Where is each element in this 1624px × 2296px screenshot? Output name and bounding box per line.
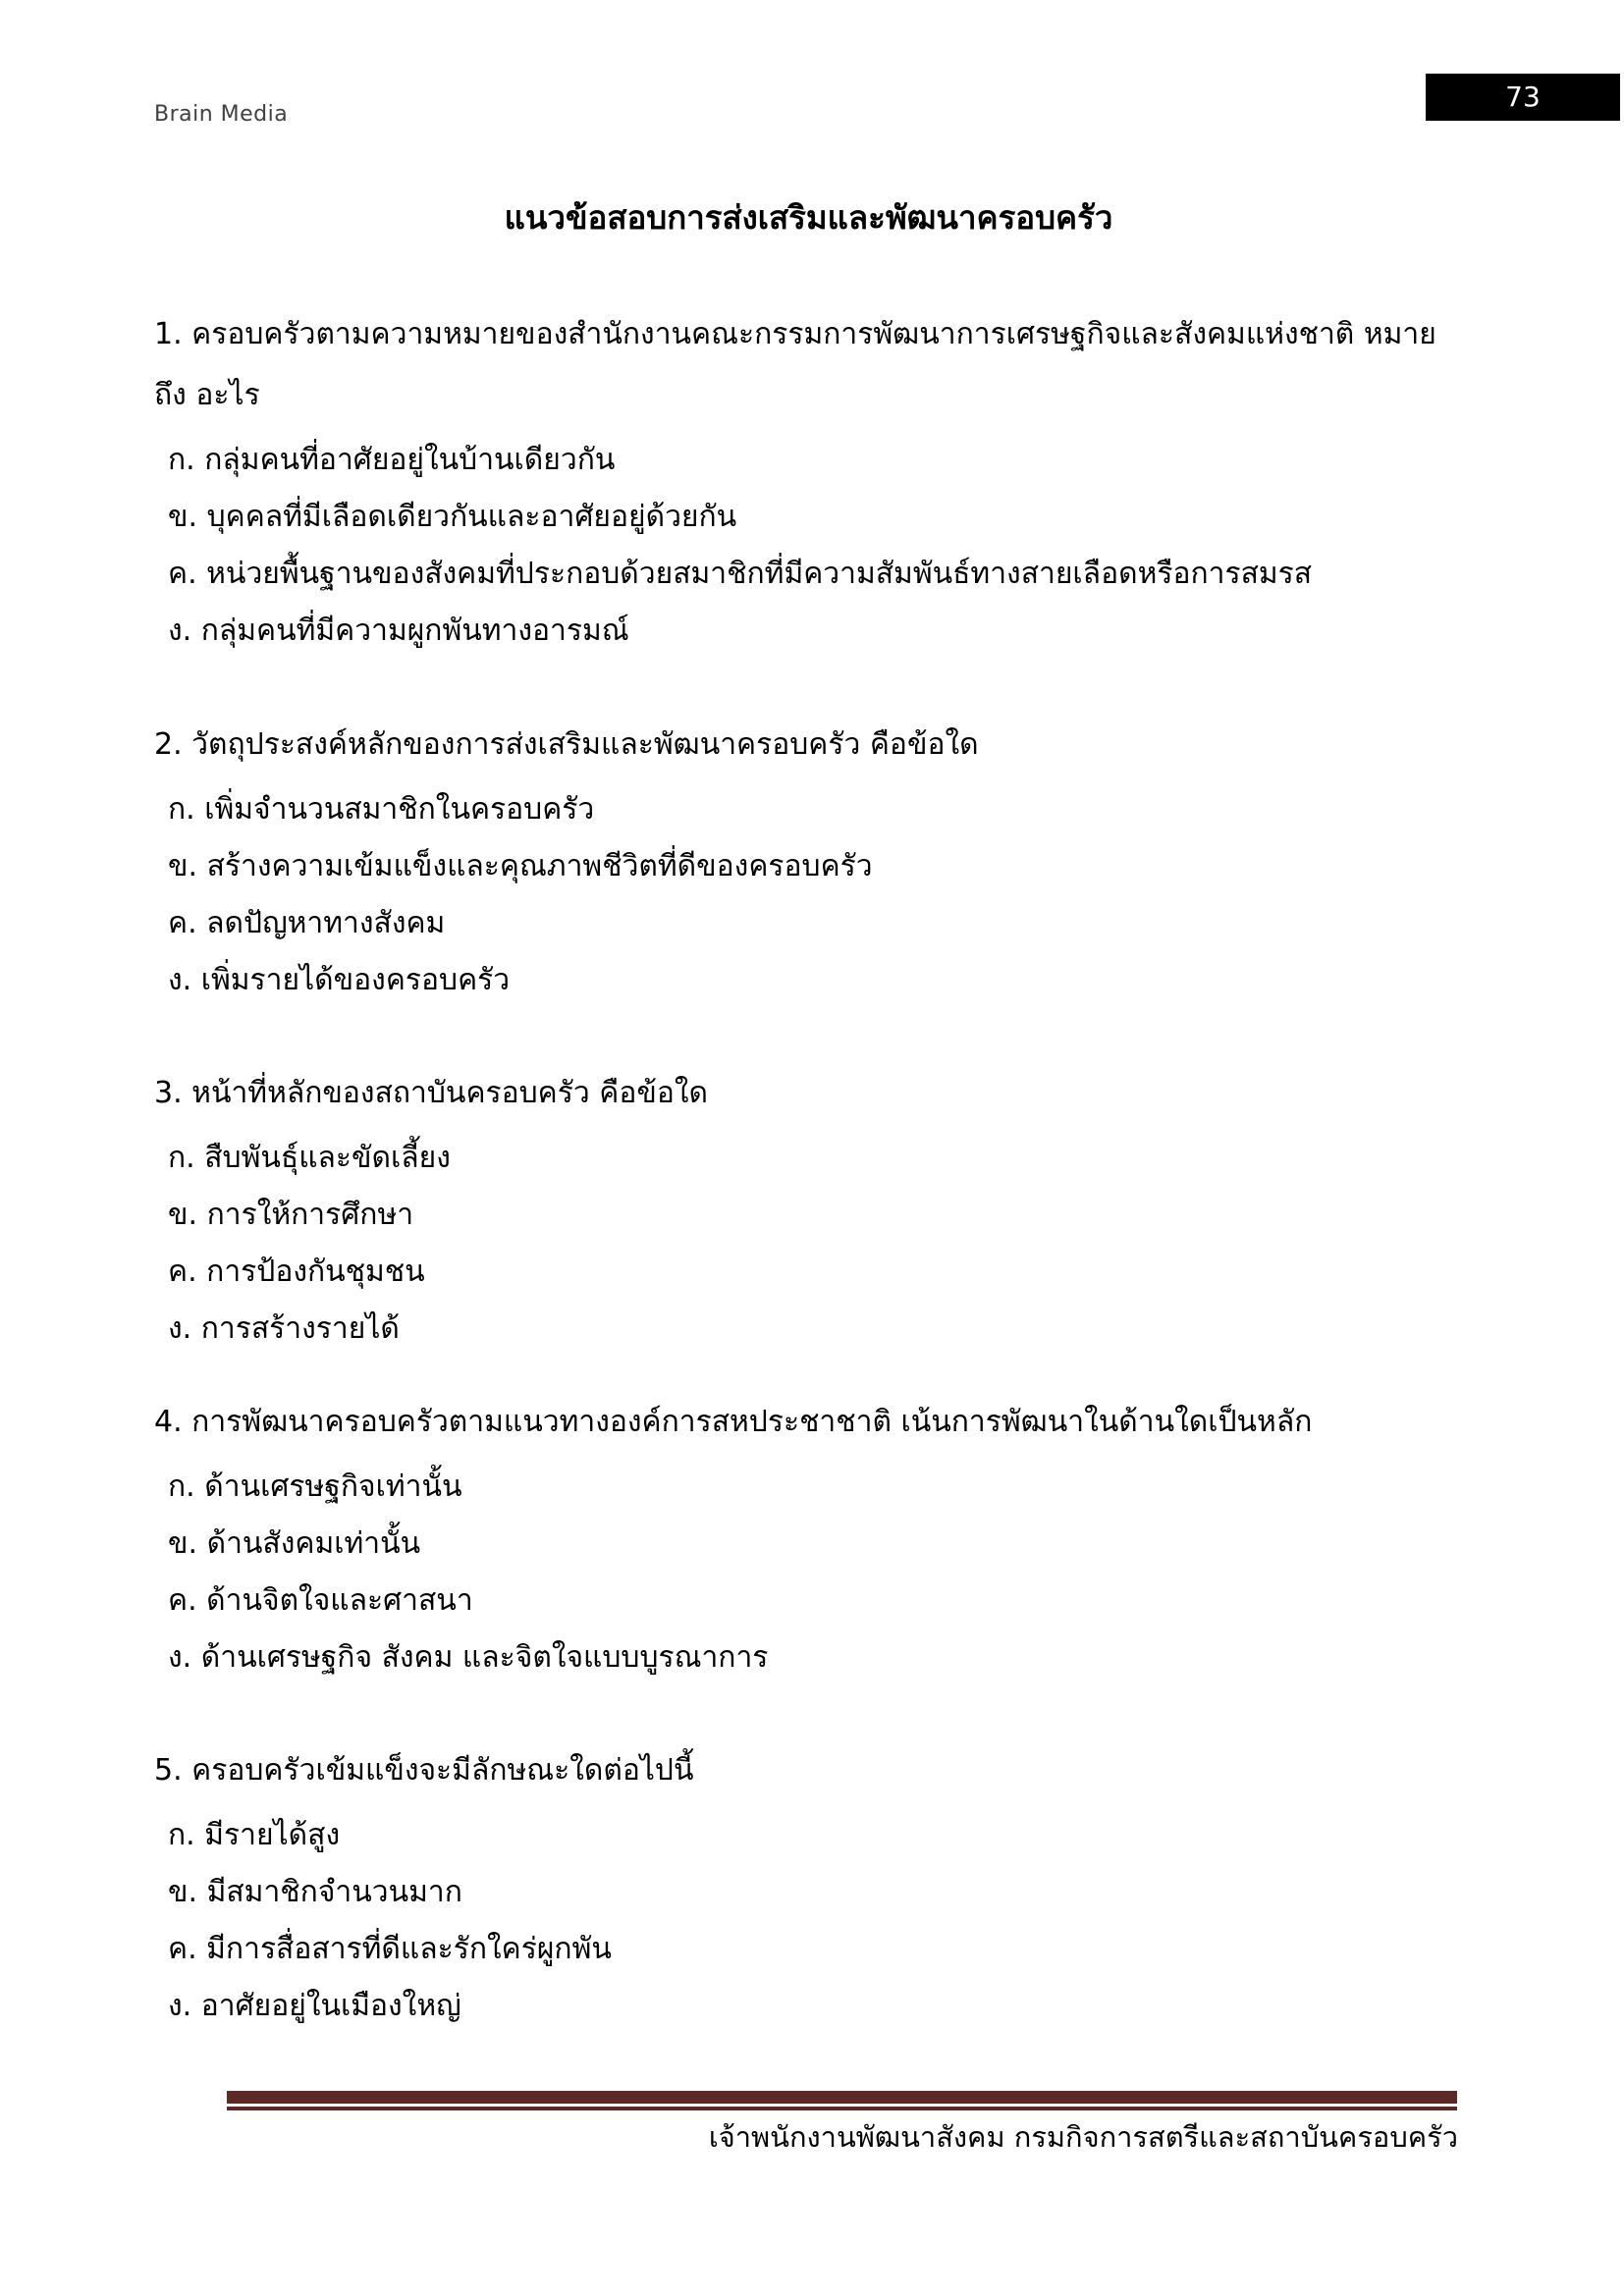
option-text: สร้างความเข้มแข็งและคุณภาพชีวิตที่ดีของครอบครัว xyxy=(206,849,873,883)
option-label: ข. xyxy=(168,500,198,534)
option-label: ข. xyxy=(168,849,198,883)
question-4-text xyxy=(154,1392,1465,1453)
option-text: บุคคลที่มีเลือดเดียวกันและอาศัยอยู่ด้วยกัน xyxy=(206,500,737,534)
question-number: 5. xyxy=(154,1753,183,1788)
question-body: ครอบครัวเข้มแข็งจะมีลักษณะใดต่อไปนี้ xyxy=(191,1753,694,1788)
option-label: ข. xyxy=(168,1526,198,1561)
option-label: ค. xyxy=(168,1255,197,1289)
question-2-option-a xyxy=(154,781,1465,838)
question-5-option-b xyxy=(154,1864,1465,1921)
question-5-option-d xyxy=(154,1978,1465,2035)
option-label: ค. xyxy=(168,557,197,591)
question-2-text xyxy=(154,715,1465,775)
option-label: ข. xyxy=(168,1875,198,1909)
question-body: การพัฒนาครอบครัวตามแนวทางองค์การสหประชาชาติ เน้นการพัฒนาในด้านใดเป็นหลัก xyxy=(191,1405,1313,1439)
option-label: ง. xyxy=(168,1989,192,2023)
question-1 xyxy=(154,304,1465,660)
question-3-option-a xyxy=(154,1130,1465,1187)
question-5-option-c xyxy=(154,1921,1465,1978)
option-text: ด้านสังคมเท่านั้น xyxy=(206,1526,421,1561)
question-body: ครอบครัวตามความหมายของสำนักงานคณะกรรมการพัฒนาการเศรษฐกิจและสังคมแห่งชาติ หมายถึง อะไร xyxy=(154,317,1436,412)
option-label: ง. xyxy=(168,614,192,648)
option-text: ด้านเศรษฐกิจ สังคม และจิตใจแบบบูรณาการ xyxy=(200,1640,769,1675)
footer-divider xyxy=(227,2091,1457,2110)
question-2 xyxy=(154,715,1465,1009)
option-label: ก. xyxy=(168,1469,195,1504)
question-4-options xyxy=(154,1459,1465,1686)
question-body: วัตถุประสงค์หลักของการส่งเสริมและพัฒนาครอบครัว คือข้อใด xyxy=(191,727,979,762)
option-text: หน่วยพื้นฐานของสังคมที่ประกอบด้วยสมาชิกที่มีความสัมพันธ์ทางสายเลือดหรือการสมรส xyxy=(206,557,1313,591)
option-text: สืบพันธุ์และขัดเลี้ยง xyxy=(204,1141,451,1175)
option-label: ก. xyxy=(168,792,195,827)
brand-header: Brain Media xyxy=(154,102,289,127)
option-text: มีรายได้สูง xyxy=(204,1818,341,1852)
page-number-badge: 73 xyxy=(1426,74,1620,121)
question-1-option-d xyxy=(154,603,1465,660)
question-4-option-a xyxy=(154,1459,1465,1516)
question-1-option-a xyxy=(154,432,1465,489)
question-4-option-b xyxy=(154,1516,1465,1573)
question-3 xyxy=(154,1063,1465,1358)
option-label: ก. xyxy=(168,443,195,477)
question-5-text xyxy=(154,1740,1465,1801)
question-1-option-b xyxy=(154,489,1465,546)
option-text: การสร้างรายได้ xyxy=(200,1311,400,1346)
option-text: กลุ่มคนที่มีความผูกพันทางอารมณ์ xyxy=(200,614,629,648)
option-label: ง. xyxy=(168,1640,192,1675)
question-3-option-b xyxy=(154,1187,1465,1244)
page-title: แนวข้อสอบการส่งเสริมและพัฒนาครอบครัว xyxy=(504,198,1113,237)
question-number: 3. xyxy=(154,1076,183,1110)
question-number: 4. xyxy=(154,1405,183,1439)
question-3-option-d xyxy=(154,1301,1465,1358)
question-5-options xyxy=(154,1807,1465,2035)
question-4 xyxy=(154,1392,1465,1686)
option-label: ง. xyxy=(168,1311,192,1346)
option-label: ข. xyxy=(168,1198,198,1232)
option-text: ด้านจิตใจและศาสนา xyxy=(206,1583,473,1618)
question-2-option-b xyxy=(154,838,1465,895)
question-1-text xyxy=(154,304,1465,426)
footer-credit: เจ้าพนักงานพัฒนาสังคม กรมกิจการสตรีและสถาบันครอบครัว xyxy=(708,2120,1458,2154)
option-label: ง. xyxy=(168,963,192,997)
question-1-option-c xyxy=(154,546,1465,603)
question-4-option-d xyxy=(154,1629,1465,1686)
question-5 xyxy=(154,1740,1465,2035)
option-text: กลุ่มคนที่อาศัยอยู่ในบ้านเดียวกัน xyxy=(204,443,616,477)
option-label: ค. xyxy=(168,1583,197,1618)
question-3-option-c xyxy=(154,1244,1465,1301)
question-1-options xyxy=(154,432,1465,660)
option-text: มีสมาชิกจำนวนมาก xyxy=(206,1875,462,1909)
option-text: มีการสื่อสารที่ดีและรักใคร่ผูกพัน xyxy=(206,1932,612,1966)
option-label: ค. xyxy=(168,906,197,940)
question-4-option-c xyxy=(154,1573,1465,1629)
option-text: การให้การศึกษา xyxy=(206,1198,414,1232)
option-label: ก. xyxy=(168,1818,195,1852)
question-2-options xyxy=(154,781,1465,1009)
question-body: หน้าที่หลักของสถาบันครอบครัว คือข้อใด xyxy=(191,1076,708,1110)
question-5-option-a xyxy=(154,1807,1465,1864)
option-text: อาศัยอยู่ในเมืองใหญ่ xyxy=(200,1989,461,2023)
question-3-text xyxy=(154,1063,1465,1124)
option-label: ก. xyxy=(168,1141,195,1175)
question-2-option-c xyxy=(154,895,1465,952)
option-text: เพิ่มรายได้ของครอบครัว xyxy=(200,963,511,997)
option-text: การป้องกันชุมชน xyxy=(206,1255,425,1289)
option-text: ลดปัญหาทางสังคม xyxy=(206,906,446,940)
option-text: ด้านเศรษฐกิจเท่านั้น xyxy=(204,1469,462,1504)
option-label: ค. xyxy=(168,1932,197,1966)
question-number: 1. xyxy=(154,317,183,351)
question-number: 2. xyxy=(154,727,183,762)
question-2-option-d xyxy=(154,952,1465,1009)
question-3-options xyxy=(154,1130,1465,1358)
option-text: เพิ่มจำนวนสมาชิกในครอบครัว xyxy=(204,792,595,827)
